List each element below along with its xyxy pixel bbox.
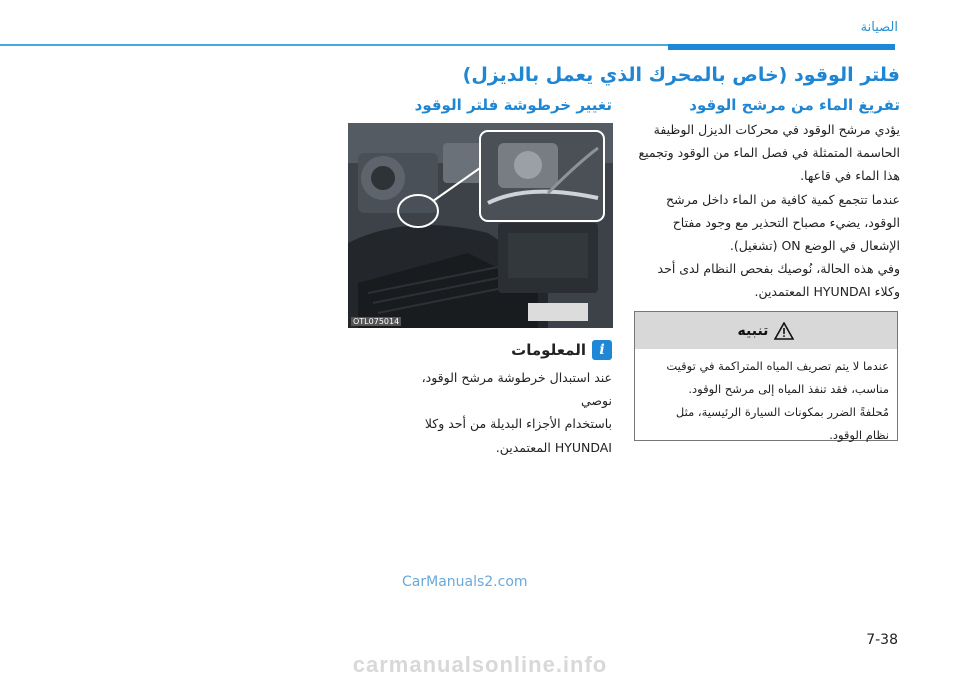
- draining-line: وفي هذه الحالة، نُوصيك بفحص النظام لدى أحد: [657, 261, 900, 277]
- draining-line: يؤدي مرشح الوقود في محركات الديزل الوظيفة: [653, 122, 900, 137]
- draining-section: [638, 96, 900, 304]
- info-body: [398, 366, 612, 459]
- watermark-link[interactable]: CarManuals2.com: [402, 574, 528, 590]
- engine-bay-illustration: [348, 123, 613, 328]
- info-icon: i: [592, 340, 612, 360]
- caution-heading: تنبيه: [737, 322, 769, 339]
- info-heading: [500, 340, 612, 360]
- draining-line: وكلاء HYUNDAI المعتمدين.: [754, 284, 900, 300]
- info-heading-text: المعلومات: [511, 341, 586, 359]
- info-line: باستخدام الأجزاء البديلة من أحد وكلا: [424, 416, 612, 432]
- draining-title: تفريغ الماء من مرشح الوقود: [689, 96, 900, 114]
- caution-line: مُحلفةً الضرر بمكونات السيارة الرئيسية، مثل: [675, 405, 889, 419]
- warning-triangle-icon: [774, 322, 794, 340]
- draining-line: الوقود، يضيء مصباح التحذير مع وجود مفتاح: [672, 214, 900, 230]
- draining-line: عندما تتجمع كمية كافية من الماء داخل مرشح: [666, 191, 900, 207]
- draining-line: الإشعال في الوضع ON (تشغيل).: [729, 238, 900, 254]
- figure-caption: OTL075014: [353, 317, 400, 326]
- engine-bay-photo: [348, 123, 613, 328]
- caution-header: [635, 312, 897, 349]
- caution-body: [635, 349, 897, 447]
- page-number: 7-38: [866, 632, 898, 648]
- draining-line: الحاسمة المتمثلة في فصل الماء من الوقود وتجميع: [638, 145, 900, 161]
- replacement-title: تغيير خرطوشة فلتر الوقود: [414, 96, 612, 114]
- main-heading: فلتر الوقود (خاص بالمحرك الذي يعمل بالديزل): [462, 64, 900, 86]
- caution-line: نظام الوقود.: [829, 428, 889, 442]
- caution-line: عندما لا يتم تصريف المياه المتراكمة في توقيت: [666, 359, 889, 373]
- caution-box: [634, 311, 898, 441]
- draining-line: هذا الماء في قاعها.: [800, 168, 900, 184]
- footer-brand[interactable]: carmanualsonline.info: [352, 651, 608, 677]
- header-rule-accent: [668, 44, 895, 50]
- section-title: الصيانة: [860, 20, 898, 35]
- caution-line: مناسب، فقد تنفذ المياه إلى مرشح الوقود.: [688, 382, 889, 396]
- info-line: HYUNDAI المعتمدين.: [495, 439, 612, 455]
- info-line: عند استبدال خرطوشة مرشح الوقود، نوصي: [421, 370, 612, 409]
